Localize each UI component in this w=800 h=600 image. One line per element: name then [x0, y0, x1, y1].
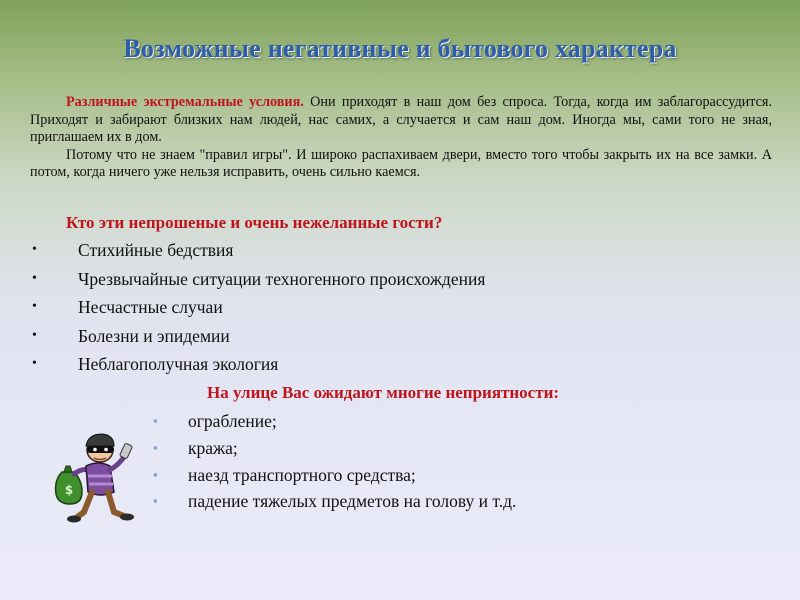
- list-item: [150, 488, 516, 515]
- list-item: [30, 293, 485, 322]
- list-item-text: Чрезвычайные ситуации техногенного происхождения: [78, 268, 486, 289]
- intro-paragraph-1: [30, 94, 772, 147]
- bullet: ▪: [153, 439, 158, 455]
- list-item-text: кража;: [188, 437, 238, 458]
- bullet: •: [32, 327, 37, 343]
- intro-paragraph-2: Потому что не знаем "правил игры". И широко распахиваем двери, вместо того чтобы закрыть их на все замки. А потом, когда ничего уже нельзя исправить, очень сильно каемся.: [30, 146, 772, 180]
- list-item-text: Несчастные случаи: [78, 297, 223, 318]
- bullet: ▪: [153, 493, 158, 509]
- svg-text:$: $: [64, 483, 74, 497]
- list-item-text: падение тяжелых предметов на голову и т.д.: [188, 491, 517, 512]
- intro-lead: Различные экстремальные условия.: [66, 94, 304, 110]
- list-item: [30, 236, 485, 265]
- street-dangers-list: [150, 408, 516, 515]
- list-item: [150, 435, 516, 462]
- list-item-text: Стихийные бедствия: [78, 240, 234, 260]
- list-item-text: ограбление;: [188, 411, 277, 431]
- thief-with-money-bag-icon: [48, 420, 148, 530]
- list-item: [30, 322, 485, 351]
- list-item-text: Болезни и эпидемии: [78, 325, 230, 346]
- question-heading-2: На улице Вас ожидают многие неприятности:: [207, 383, 560, 402]
- bullet: •: [32, 242, 37, 257]
- list-item: [150, 462, 516, 489]
- bullet: ▪: [153, 413, 158, 428]
- list-item: [30, 265, 485, 294]
- bullet: •: [32, 299, 37, 315]
- bullet: •: [32, 356, 37, 372]
- question-heading-1: Кто эти непрошеные и очень нежеланные гости?: [66, 213, 443, 232]
- page-title: Возможные негативные и бытового характера: [123, 34, 677, 63]
- list-item: [150, 408, 516, 435]
- bullet: •: [32, 270, 37, 286]
- intro-paragraph-1-text: Они приходят в наш дом без спроса. Тогда, когда им заблагорассудится. Приходят и забирают близких нам людей, нас самих, а случается и сам наш дом. Иногда мы, сами того не зная, приглашаем их в дом.: [30, 94, 773, 145]
- list-item-text: Неблагополучная экология: [78, 354, 279, 375]
- list-item-text: наезд транспортного средства;: [188, 464, 416, 485]
- list-item: [30, 350, 485, 379]
- intro-text: [30, 94, 772, 182]
- bullet: ▪: [153, 466, 158, 482]
- hazards-list: [30, 236, 485, 379]
